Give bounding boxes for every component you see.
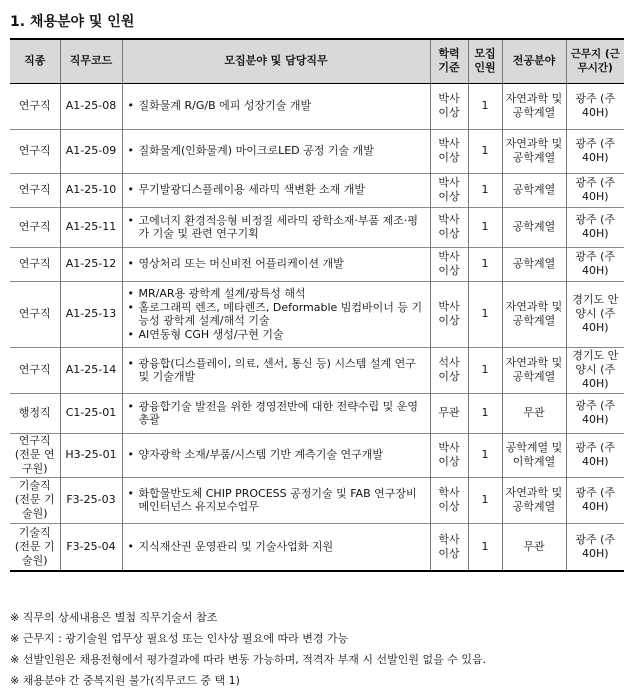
duty-item: • 무기발광디스플레이용 세라믹 색변환 소재 개발	[127, 183, 426, 197]
cell-category: 행정직	[10, 393, 60, 433]
cell-education: 박사 이상	[430, 83, 468, 129]
header-major: 전공분야	[502, 39, 566, 83]
note-item: ※ 채용분야 간 중복지원 불가(직무코드 중 택 1)	[10, 674, 240, 687]
duty-item: • 홀로그래픽 렌즈, 메타렌즈, Deformable 빔컴바이너 등 기능성 광학계 설계/해석 기술	[127, 301, 426, 328]
cell-duty	[122, 83, 430, 129]
cell-major: 자연과학 및 공학계열	[502, 477, 566, 523]
cell-category: 연구직 (전문 연구원)	[10, 433, 60, 477]
cell-code: C1-25-01	[60, 393, 122, 433]
cell-code: A1-25-08	[60, 83, 122, 129]
cell-headcount: 1	[468, 347, 502, 393]
cell-headcount: 1	[468, 523, 502, 571]
duty-item: • 광융합기술 발전을 위한 경영전반에 대한 전략수립 및 운영 총괄	[127, 400, 426, 427]
header-code: 직무코드	[60, 39, 122, 83]
cell-code: A1-25-11	[60, 207, 122, 247]
cell-category: 연구직	[10, 83, 60, 129]
cell-major: 공학계열 및 이학계열	[502, 433, 566, 477]
cell-code: A1-25-10	[60, 173, 122, 207]
table-row	[10, 281, 624, 347]
cell-headcount: 1	[468, 477, 502, 523]
cell-major: 공학계열	[502, 173, 566, 207]
cell-major: 자연과학 및 공학계열	[502, 281, 566, 347]
cell-code: A1-25-13	[60, 281, 122, 347]
duty-list	[127, 144, 426, 158]
cell-location: 광주 (주40H)	[566, 393, 624, 433]
cell-headcount: 1	[468, 247, 502, 281]
header-category: 직종	[10, 39, 60, 83]
cell-code: F3-25-04	[60, 523, 122, 571]
cell-headcount: 1	[468, 433, 502, 477]
cell-location: 광주 (주40H)	[566, 523, 624, 571]
cell-duty	[122, 433, 430, 477]
table-row	[10, 433, 624, 477]
cell-location: 광주 (주40H)	[566, 433, 624, 477]
cell-location: 광주 (주40H)	[566, 247, 624, 281]
duty-item: • 지식재산권 운영관리 및 기술사업화 지원	[127, 540, 426, 554]
duty-item: • MR/AR용 광학계 설계/광특성 해석	[127, 287, 426, 301]
note-item: ※ 선발인원은 채용전형에서 평가결과에 따라 변동 가능하며, 적격자 부재 시 선발인원 없을 수 있음.	[10, 653, 487, 666]
duty-list	[127, 540, 426, 554]
duty-item: • AI연동형 CGH 생성/구현 기술	[127, 328, 426, 342]
header-location: 근무지 (근무시간)	[566, 39, 624, 83]
duty-list	[127, 400, 426, 427]
table-row	[10, 523, 624, 571]
duty-list	[127, 287, 426, 341]
cell-duty	[122, 523, 430, 571]
cell-major: 자연과학 및 공학계열	[502, 83, 566, 129]
cell-category: 연구직	[10, 281, 60, 347]
cell-category: 연구직	[10, 129, 60, 173]
cell-headcount: 1	[468, 129, 502, 173]
cell-headcount: 1	[468, 83, 502, 129]
cell-headcount: 1	[468, 207, 502, 247]
duty-list	[127, 214, 426, 241]
duty-item: • 양자광학 소재/부품/시스템 기반 계측기술 연구개발	[127, 448, 426, 462]
duty-list	[127, 183, 426, 197]
cell-major: 무관	[502, 393, 566, 433]
cell-location: 광주 (주40H)	[566, 129, 624, 173]
cell-major: 무관	[502, 523, 566, 571]
recruitment-table	[10, 38, 624, 572]
cell-code: A1-25-14	[60, 347, 122, 393]
cell-category: 연구직	[10, 247, 60, 281]
duty-item: • 영상처리 또는 머신비전 어플리케이션 개발	[127, 257, 426, 271]
cell-duty	[122, 247, 430, 281]
table-row	[10, 247, 624, 281]
section-title: 1. 채용분야 및 인원	[10, 14, 135, 30]
cell-location: 광주 (주40H)	[566, 173, 624, 207]
notes	[10, 607, 486, 691]
duty-item: • 질화물계(인화물계) 마이크로LED 공정 기술 개발	[127, 144, 426, 158]
cell-category: 기술직 (전문 기술원)	[10, 523, 60, 571]
cell-code: A1-25-09	[60, 129, 122, 173]
table-row	[10, 83, 624, 129]
cell-category: 연구직	[10, 173, 60, 207]
cell-education: 무관	[430, 393, 468, 433]
cell-duty	[122, 281, 430, 347]
note-item: ※ 근무지 : 광기술원 업무상 필요성 또는 인사상 필요에 따라 변경 가능	[10, 632, 349, 645]
cell-location: 경기도 안양시 (주40H)	[566, 347, 624, 393]
cell-code: H3-25-01	[60, 433, 122, 477]
cell-location: 광주 (주40H)	[566, 83, 624, 129]
cell-category: 기술직 (전문 기술원)	[10, 477, 60, 523]
cell-headcount: 1	[468, 281, 502, 347]
duty-item: • 광융합(디스플레이, 의료, 센서, 통신 등) 시스템 설계 연구 및 기술개발	[127, 357, 426, 384]
table-row	[10, 347, 624, 393]
cell-education: 박사 이상	[430, 433, 468, 477]
cell-category: 연구직	[10, 347, 60, 393]
duty-list	[127, 448, 426, 462]
cell-major: 자연과학 및 공학계열	[502, 129, 566, 173]
duty-list	[127, 487, 426, 514]
cell-duty	[122, 207, 430, 247]
cell-education: 박사 이상	[430, 129, 468, 173]
duty-list	[127, 99, 426, 113]
cell-education: 박사 이상	[430, 173, 468, 207]
cell-code: F3-25-03	[60, 477, 122, 523]
note-item: ※ 직무의 상세내용은 별첨 직무기술서 참조	[10, 611, 218, 624]
cell-education: 학사 이상	[430, 523, 468, 571]
cell-education: 박사 이상	[430, 281, 468, 347]
duty-item: • 고에너지 환경적응형 비정질 세라믹 광학소재·부품 제조·평가 기술 및 관련 연구기획	[127, 214, 426, 241]
table-row	[10, 393, 624, 433]
header-duty: 모집분야 및 담당직무	[122, 39, 430, 83]
cell-duty	[122, 173, 430, 207]
table-row	[10, 477, 624, 523]
cell-duty	[122, 347, 430, 393]
cell-headcount: 1	[468, 173, 502, 207]
duty-list	[127, 357, 426, 384]
cell-duty	[122, 477, 430, 523]
cell-duty	[122, 129, 430, 173]
cell-major: 공학계열	[502, 207, 566, 247]
cell-major: 자연과학 및 공학계열	[502, 347, 566, 393]
header-education: 학력 기준	[430, 39, 468, 83]
table-row	[10, 129, 624, 173]
duty-item: • 화합물반도체 CHIP PROCESS 공정기술 및 FAB 연구장비 메인터넌스 유지보수업무	[127, 487, 426, 514]
cell-code: A1-25-12	[60, 247, 122, 281]
cell-education: 학사 이상	[430, 477, 468, 523]
table-row	[10, 173, 624, 207]
cell-category: 연구직	[10, 207, 60, 247]
cell-location: 광주 (주40H)	[566, 207, 624, 247]
cell-major: 공학계열	[502, 247, 566, 281]
duty-list	[127, 257, 426, 271]
cell-education: 석사 이상	[430, 347, 468, 393]
cell-duty	[122, 393, 430, 433]
header-headcount: 모집 인원	[468, 39, 502, 83]
cell-education: 박사 이상	[430, 247, 468, 281]
cell-location: 광주 (주40H)	[566, 477, 624, 523]
table-row	[10, 207, 624, 247]
cell-education: 박사 이상	[430, 207, 468, 247]
cell-headcount: 1	[468, 393, 502, 433]
duty-item: • 질화물계 R/G/B 에피 성장기술 개발	[127, 99, 426, 113]
table-header-row	[10, 39, 624, 83]
cell-location: 경기도 안양시 (주40H)	[566, 281, 624, 347]
